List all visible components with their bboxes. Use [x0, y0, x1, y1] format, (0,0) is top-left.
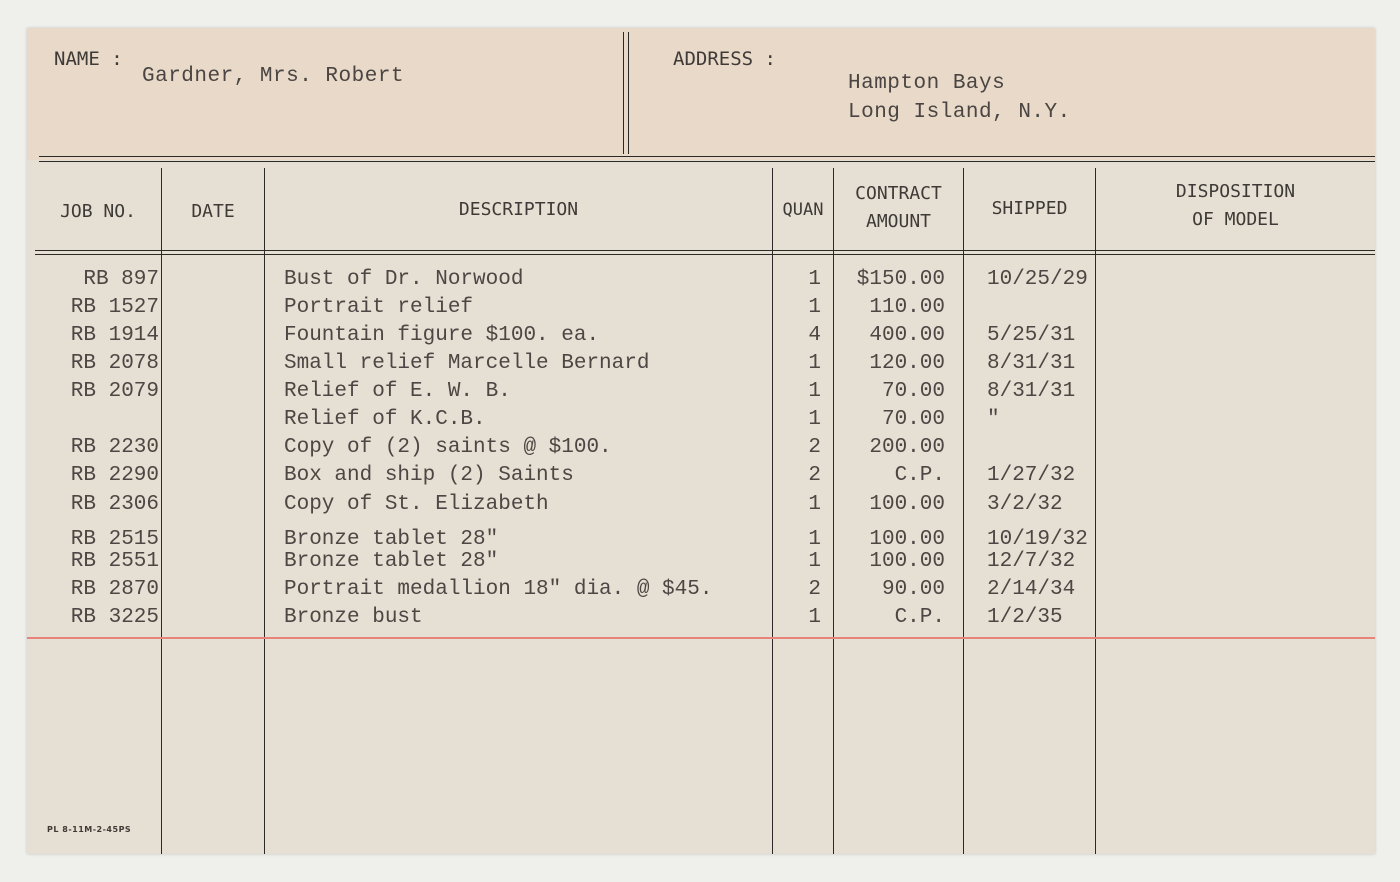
cell-shipped: 1/27/32 — [987, 464, 1076, 487]
header-rule-top — [39, 156, 1375, 157]
cell-description: Bronze bust — [284, 606, 423, 629]
cell-description: Copy of (2) saints @ $100. — [284, 436, 612, 459]
header-divider-b — [628, 32, 629, 154]
cell-amount: 90.00 — [881, 578, 945, 601]
cell-job-no: RB 2551 — [70, 550, 159, 573]
cell-quan: 4 — [808, 324, 821, 347]
cell-amount: 100.00 — [869, 550, 945, 573]
cell-quan: 2 — [808, 464, 821, 487]
cell-quan: 1 — [808, 550, 821, 573]
cell-quan: 2 — [808, 578, 821, 601]
cell-description: Bronze tablet 28" — [284, 528, 499, 551]
cell-description: Bronze tablet 28" — [284, 550, 499, 573]
cell-quan: 2 — [808, 436, 821, 459]
header-rule-bottom — [39, 161, 1375, 162]
cell-job-no: RB 2870 — [70, 578, 159, 601]
cell-job-no: RB 3225 — [70, 606, 159, 629]
cell-description: Portrait medallion 18" dia. @ $45. — [284, 578, 713, 601]
header-contract: CONTRACT — [855, 183, 942, 204]
cell-job-no: RB 2230 — [70, 436, 159, 459]
cell-shipped: 5/25/31 — [987, 324, 1076, 347]
cell-shipped: 10/19/32 — [987, 528, 1088, 551]
cell-amount: 110.00 — [869, 296, 945, 319]
cell-amount: 70.00 — [881, 380, 945, 403]
cell-amount: 400.00 — [869, 324, 945, 347]
cell-quan: 1 — [808, 408, 821, 431]
record-card — [27, 28, 1375, 854]
cell-shipped: 2/14/34 — [987, 578, 1076, 601]
name-value: Gardner, Mrs. Robert — [142, 65, 405, 88]
cell-shipped: 8/31/31 — [987, 380, 1076, 403]
cell-job-no: RB 2515 — [70, 528, 159, 551]
cell-quan: 1 — [808, 296, 821, 319]
cell-quan: 1 — [808, 528, 821, 551]
cell-amount: C.P. — [894, 464, 945, 487]
red-end-rule — [27, 637, 1375, 639]
cell-job-no: RB 2290 — [70, 464, 159, 487]
cell-quan: 1 — [808, 606, 821, 629]
address-line-1: Hampton Bays — [848, 72, 1006, 95]
address-line-2: Long Island, N.Y. — [848, 101, 1071, 124]
cell-description: Portrait relief — [284, 296, 474, 319]
cell-description: Fountain figure $100. ea. — [284, 324, 600, 347]
header-description: DESCRIPTION — [458, 199, 579, 220]
cell-job-no: RB 897 — [83, 268, 159, 291]
cell-shipped: 8/31/31 — [987, 352, 1076, 375]
column-line-amount — [963, 168, 964, 854]
header-disposition: DISPOSITION — [1175, 181, 1296, 202]
cell-description: Copy of St. Elizabeth — [284, 493, 549, 516]
cell-description: Bust of Dr. Norwood — [284, 268, 524, 291]
cell-job-no: RB 2079 — [70, 380, 159, 403]
column-header-rule-bottom — [35, 254, 1375, 255]
name-label: NAME : — [54, 48, 123, 70]
print-code: PL 8-11M-2-45PS — [47, 825, 132, 834]
cell-job-no: RB 1914 — [70, 324, 159, 347]
cell-job-no: RB 2306 — [70, 493, 159, 516]
cell-amount: $150.00 — [856, 268, 945, 291]
cell-quan: 1 — [808, 380, 821, 403]
cell-description: Relief of E. W. B. — [284, 380, 511, 403]
header-amount: AMOUNT — [865, 211, 932, 232]
cell-job-no: RB 1527 — [70, 296, 159, 319]
header-divider-a — [623, 32, 624, 154]
cell-amount: 100.00 — [869, 493, 945, 516]
column-line-date — [264, 168, 265, 854]
header-date: DATE — [191, 201, 235, 222]
cell-job-no: RB 2078 — [70, 352, 159, 375]
cell-amount: 120.00 — [869, 352, 945, 375]
cell-amount: C.P. — [894, 606, 945, 629]
column-line-job — [161, 168, 162, 854]
cell-description: Box and ship (2) Saints — [284, 464, 574, 487]
cell-quan: 1 — [808, 493, 821, 516]
header-of-model: OF MODEL — [1192, 209, 1279, 230]
cell-shipped: 10/25/29 — [987, 268, 1088, 291]
header-job-no: JOB NO. — [60, 201, 136, 222]
cell-quan: 1 — [808, 268, 821, 291]
cell-shipped: 3/2/32 — [987, 493, 1063, 516]
cell-description: Small relief Marcelle Bernard — [284, 352, 650, 375]
address-label: ADDRESS : — [673, 48, 776, 70]
cell-amount: 70.00 — [881, 408, 945, 431]
cell-amount: 200.00 — [869, 436, 945, 459]
cell-shipped: " — [987, 408, 1000, 431]
header-shipped: SHIPPED — [991, 198, 1068, 219]
cell-description: Relief of K.C.B. — [284, 408, 486, 431]
cell-amount: 100.00 — [869, 528, 945, 551]
cell-shipped: 1/2/35 — [987, 606, 1063, 629]
header-quan: QUAN — [782, 200, 824, 220]
cell-shipped: 12/7/32 — [987, 550, 1076, 573]
cell-quan: 1 — [808, 352, 821, 375]
column-header-rule-top — [35, 250, 1375, 251]
